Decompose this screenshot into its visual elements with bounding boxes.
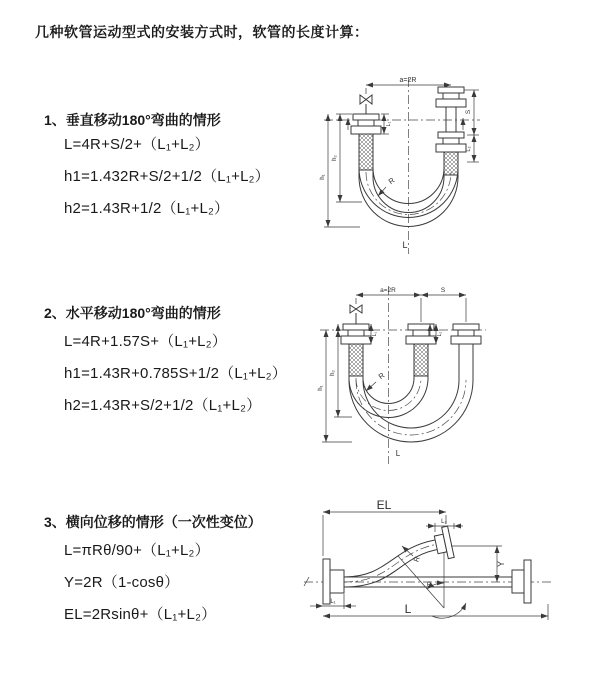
dim-label-el: EL	[376, 498, 392, 512]
formula-1-h1: h1=1.432R+S/2+1/2（L₁+L₂）	[64, 168, 270, 185]
section-1-heading: 1、垂直移动180°弯曲的情形	[44, 112, 221, 128]
dim-label-h1: h₁	[318, 385, 324, 391]
dim-label-l: L	[395, 449, 401, 458]
dim-label-l2: L₂	[466, 146, 472, 152]
dim-label-l1: L₁	[330, 599, 336, 605]
dimensions	[310, 512, 548, 620]
flanges	[341, 324, 481, 344]
centerlines	[320, 286, 486, 464]
hose-body	[349, 344, 473, 442]
formula-3-Y: Y=2R（1-cosθ）	[64, 574, 180, 591]
dim-label-l1: L₁	[386, 121, 392, 127]
formula-2-L: L=4R+1.57S+（L₁+L₂）	[64, 333, 227, 350]
section-3-heading: 3、横向位移的情形（一次性变位）	[44, 514, 262, 530]
formula-3-EL: EL=2Rsinθ+（L₁+L₂）	[64, 606, 217, 623]
formula-3-L: L=πRθ/90+（L₁+L₂）	[64, 542, 210, 559]
section-2-heading: 2、水平移动180°弯曲的情形	[44, 305, 221, 321]
formula-2-h1: h1=1.43R+0.785S+1/2（L₁+L₂）	[64, 365, 287, 382]
dimensions	[322, 295, 466, 442]
diagram-lateral-displacement	[296, 496, 598, 648]
dim-label-y: Y	[496, 560, 506, 568]
dim-label-r: R	[411, 555, 422, 564]
page-title: 几种软管运动型式的安装方式时，软管的长度计算：	[35, 24, 369, 40]
dim-label-theta: θ	[427, 582, 431, 589]
formula-2-h2: h2=1.43R+S/2+1/2（L₁+L₂）	[64, 397, 262, 414]
dim-label-h1: h₁	[320, 174, 326, 180]
dim-label-h2: h₂	[330, 370, 336, 376]
formula-1-L: L=4R+S/2+（L₁+L₂）	[64, 136, 210, 153]
dim-label-r: R	[386, 175, 397, 187]
valve-icon	[360, 95, 372, 114]
dim-label-l: L	[404, 602, 412, 616]
dim-label-span: a=2R	[380, 287, 396, 294]
formula-1-h2: h2=1.43R+1/2（L₁+L₂）	[64, 200, 230, 217]
dim-label-s: S	[440, 287, 446, 294]
dim-label-l1: L₁	[372, 331, 378, 337]
dim-label-l: L	[402, 240, 408, 250]
diagram-horizontal-180-bend	[308, 278, 600, 474]
dim-label-h2: h₂	[332, 155, 338, 161]
dim-label-l2: L₂	[441, 519, 447, 525]
diagram-vertical-180-bend	[308, 72, 600, 262]
valve-icon	[350, 305, 362, 324]
dim-label-l2: L₂	[437, 331, 443, 337]
dim-label-s: S	[465, 109, 472, 115]
dim-label-span: a=2R	[399, 77, 417, 84]
dim-label-r: R	[376, 370, 387, 382]
